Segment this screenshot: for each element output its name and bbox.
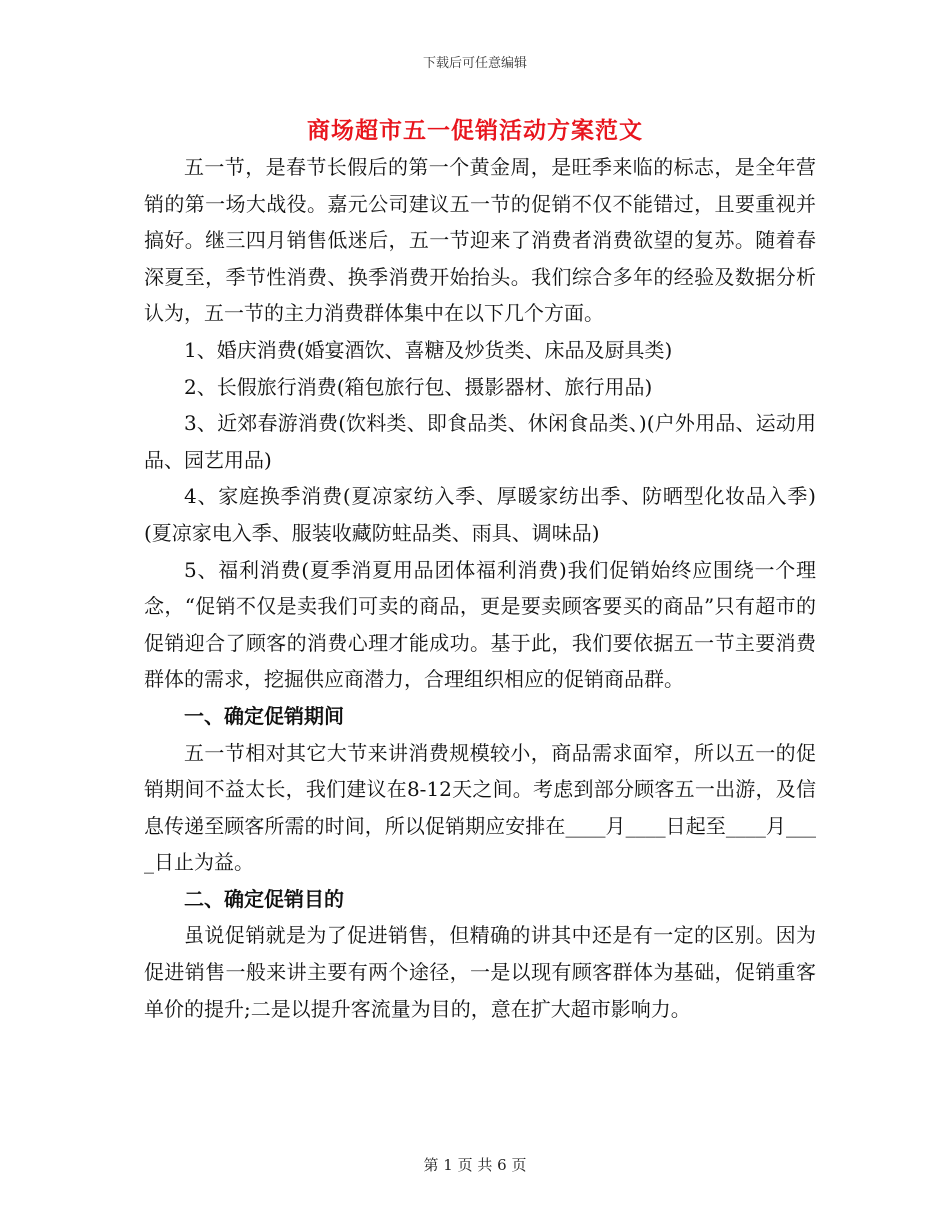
document-body — [144, 149, 816, 1027]
list-item-welfare: 5、福利消费(夏季消夏用品团体福利消费)我们促销始终应围绕一个理念，“促销不仅是卖我们可卖的商品，更是要卖顾客要买的商品”只有超市的促销迎合了顾客的消费心理才能成功。基于此，我们要依据五一节主要消费群体的需求，挖掘供应商潜力，合理组织相应的促销商品群。 — [144, 557, 816, 692]
section-heading-period: 一、确定促销期间 — [184, 703, 344, 728]
list-item-wedding: 1、婚庆消费(婚宴酒饮、喜糖及炒货类、床品及厨具类) — [184, 337, 673, 362]
intro-paragraph: 五一节，是春节长假后的第一个黄金周，是旺季来临的标志，是全年营销的第一场大战役。嘉元公司建议五一节的促销不仅不能错过，且要重视并搞好。继三四月销售低迷后，五一节迎来了消费者消费欲望的复苏。随着春深夏至，季节性消费、换季消费开始抬头。我们综合多年的经验及数据分析认为，五一节的主力消费群体集中在以下几个方面。 — [144, 155, 816, 326]
section-heading-purpose: 二、确定促销目的 — [184, 886, 344, 911]
purpose-paragraph: 虽说促销就是为了促进销售，但精确的讲其中还是有一定的区别。因为促进销售一般来讲主要有两个途径，一是以现有顾客群体为基础，促销重客单价的提升;二是以提升客流量为目的，意在扩大超市影响力。 — [144, 923, 816, 1021]
list-item-travel: 2、长假旅行消费(箱包旅行包、摄影器材、旅行用品) — [184, 374, 653, 399]
list-item-seasonal: 4、家庭换季消费(夏凉家纺入季、厚暖家纺出季、防晒型化妆品入季)(夏凉家电入季、服装收藏防蛀品类、雨具、调味品) — [144, 484, 816, 545]
header-note: 下载后可任意编辑 — [422, 56, 527, 71]
list-item-outing: 3、近郊春游消费(饮料类、即食品类、休闲食品类、)(户外用品、运动用品、园艺用品) — [144, 411, 816, 472]
period-paragraph: 五一节相对其它大节来讲消费规模较小，商品需求面窄，所以五一的促销期间不益太长，我们建议在8-12天之间。考虑到部分顾客五一出游，及信息传递至顾客所需的时间，所以促销期应安排在____月____日起至____月____日止为益。 — [144, 740, 816, 875]
document-title: 商场超市五一促销活动方案范文 — [307, 117, 643, 144]
page-footer: 第 1 页 共 6 页 — [423, 1156, 527, 1174]
